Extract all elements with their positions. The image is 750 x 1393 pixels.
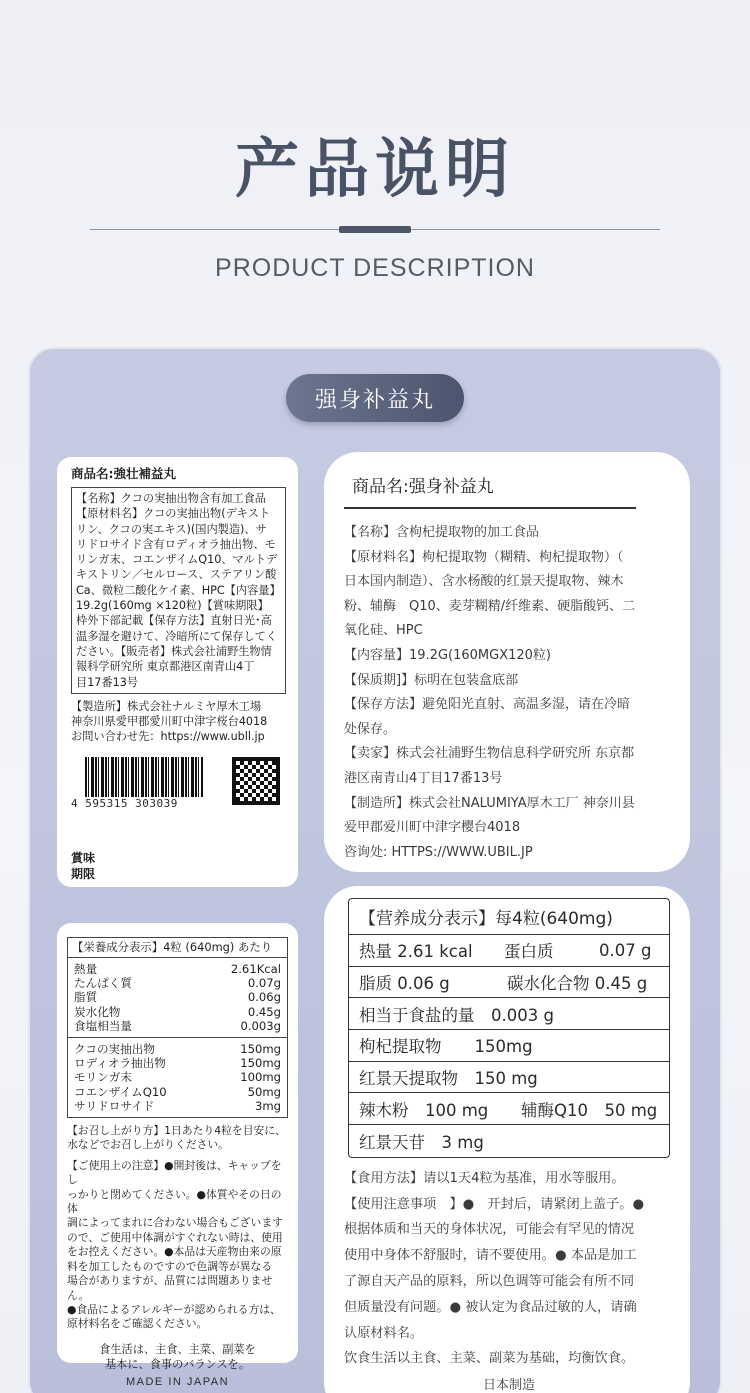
nutrient-name: 炭水化物	[74, 1004, 121, 1019]
nutrient-name: 脂質	[74, 990, 98, 1005]
cn-info-line: 【保存方法】避免阳光直射、高温多湿，请在冷暗	[344, 697, 631, 713]
cn-info-line: 港区南青山4丁目17番13号	[344, 770, 503, 786]
nutrient-value: 150mg	[240, 1056, 281, 1071]
jp-label-card	[57, 457, 298, 887]
jp-nutrition-row	[74, 1056, 281, 1070]
nutrient-value: 0.45g	[247, 1004, 281, 1019]
jp-caution-line: ●食品によるアレルギーが認められる方は、	[67, 1302, 281, 1316]
cn-usage-line: 饮食生活以主食、主菜、副菜为基础，均衡饮食。	[344, 1351, 635, 1367]
nutrient-name: 熱量	[74, 962, 98, 976]
nutrient-cell: 红景天苷 3 mg	[359, 1132, 484, 1152]
cn-usage-line: 但质量没有问题。● 被认定为食品过敏的人，请确	[344, 1299, 637, 1315]
jp-nutrition-row	[74, 1085, 281, 1099]
nutrient-cell: 脂质 0.06 g	[359, 974, 450, 994]
jp-label-line: リン、クコの実エキス)(国内製造)、サ	[76, 522, 267, 536]
jp-label-line: ださい。【販売者】株式会社浦野生物情	[76, 644, 272, 658]
cn-info-line: 【卖家】株式会社浦野生物信息科学研究所 东京都	[344, 746, 635, 762]
jp-nutrition-row	[74, 976, 281, 990]
cn-info-line: 咨询处: HTTPS://WWW.UBIL.JP	[344, 844, 533, 860]
cn-info-text	[344, 521, 690, 865]
jp-nutrition-group-basic	[68, 958, 287, 1038]
jp-caution-line: 【ご使用上の注意】●開封後は、キャップをし	[67, 1158, 282, 1187]
nutrient-cell: 红景天提取物 150 mg	[359, 1069, 538, 1089]
cn-nutrition-row	[349, 1030, 669, 1062]
jp-nutrition-card	[57, 923, 298, 1388]
jp-label-line: 【名称】クコの実抽出物含有加工食品	[76, 492, 266, 505]
jp-nutrition-header: 【栄養成分表示】4粒 (640mg) あたり	[68, 938, 287, 958]
barcode	[71, 757, 203, 810]
jp-nutrition-row	[74, 990, 281, 1004]
cn-info-line: 【原材料名】枸杞提取物（糊精、枸杞提取物）（	[344, 549, 624, 565]
nutrient-value: 50mg	[247, 1084, 281, 1099]
cn-nutrition-row	[349, 1062, 669, 1094]
jp-nutrition-row	[74, 1019, 281, 1033]
jp-nutrition-row	[74, 1005, 281, 1019]
best-before-line: 期限	[71, 866, 96, 881]
cn-nutrition-row	[349, 1093, 669, 1125]
cn-usage-line: 根据体质和当天的身体状况，可能会有罕见的情况	[344, 1222, 635, 1238]
jp-nutrition-row	[74, 1042, 281, 1056]
cn-info-line: 【名称】含枸杞提取物的加工食品	[344, 525, 540, 540]
nutrient-value: 0.07g	[247, 976, 281, 991]
jp-nutrition-row	[74, 1070, 281, 1084]
jp-product-name: 商品名:強壮補益丸	[71, 466, 176, 481]
cn-nutrition-row	[349, 967, 669, 999]
jp-maker-line: 【製造所】株式会社ナルミヤ厚木工場	[71, 699, 262, 713]
jp-label-line: リンガ末、コエンザイムQ10、マルトデ	[76, 553, 278, 567]
cn-usage-line: 【食用方法】请以1天4粒为基准，用水等服用。	[344, 1170, 625, 1186]
jp-nutrition-row	[74, 962, 281, 976]
nutrient-name: サリドロサイド	[74, 1098, 155, 1113]
cn-usage-text	[344, 1166, 690, 1372]
cn-nutrition-card	[324, 886, 690, 1393]
jp-caution-line: ので、ご使用中体調がすぐれない時は、使用	[67, 1230, 283, 1244]
cn-nutrition-row	[349, 998, 669, 1030]
cn-info-line: 粉、辅酶 Q10、麦芽糊精/纤维素、硬脂酸钙、二	[344, 598, 636, 614]
best-before-line: 賞味	[71, 850, 96, 865]
jp-caution-line: 原材料名をご確認ください。	[67, 1317, 208, 1331]
nutrient-value: 0.06g	[247, 990, 281, 1005]
page-title: 产品说明	[235, 133, 515, 207]
cn-usage-line: 使用中身体不舒服时，请不要使用。● 本品是加工	[344, 1248, 637, 1264]
jp-made-in: MADE IN JAPAN	[125, 1375, 230, 1388]
jp-label-line: 19.2g(160mg ×120粒)【賞味期限】	[76, 599, 269, 613]
jp-maker-line: 神奈川県愛甲郡愛川町中津字桜台4018	[71, 715, 268, 729]
nutrient-value: 150mg	[240, 1042, 281, 1057]
jp-caution-line: をお控えください。●本品は天産物由来の原	[67, 1245, 282, 1259]
nutrient-value: 2.61Kcal	[230, 962, 281, 976]
nutrient-name: ロディオラ抽出物	[74, 1056, 166, 1071]
cn-made-in: 日本制造	[482, 1378, 535, 1393]
jp-caution-line: 場合がありますが、品質には問題ありません。	[67, 1274, 273, 1302]
jp-maker-line: お問い合わせ先：https://www.ubll.jp	[71, 730, 265, 744]
jp-usage-line: 水などでお召し上がりください。	[67, 1138, 229, 1152]
nutrient-name: モリンガ末	[74, 1070, 132, 1085]
jp-nutrition-row	[74, 1099, 281, 1113]
jp-maker-info	[71, 699, 286, 745]
qr-code-icon	[232, 757, 280, 805]
nutrient-cell: 碳水化合物 0.45 g	[507, 974, 648, 994]
jp-label-line: キストリン／セルロース、ステアリン酸	[76, 568, 277, 582]
jp-label-line: リドロサイド含有ロディオラ抽出物、モ	[76, 537, 276, 551]
nutrient-value: 100mg	[240, 1070, 281, 1085]
jp-caution-line: 調によってまれに合わない場合もございます	[67, 1216, 283, 1230]
nutrient-cell: 热量 2.61 kcal	[359, 942, 473, 962]
cn-title-divider	[344, 507, 636, 509]
cn-nutrition-header: 【营养成分表示】每4粒(640mg)	[349, 899, 669, 935]
jp-label-line: Ca、微粒二酸化ケイ素、HPC【内容量】	[76, 583, 281, 597]
cn-info-line: 【制造所】株式会社NALUMIYA厚木工厂 神奈川县	[344, 795, 635, 811]
cn-info-line: 【内容量】19.2G(160MGX120粒)	[344, 647, 551, 663]
jp-usage-line: 【お召し上がり方】1日あたり4粒を目安に、	[67, 1124, 286, 1138]
nutrient-name: 食塩相当量	[74, 1018, 132, 1033]
header-accent-bar	[339, 226, 411, 233]
jp-nutrition-table	[67, 937, 288, 1118]
nutrient-cell: 0.07 g	[599, 940, 652, 960]
cn-nutrition-table	[348, 898, 670, 1158]
jp-diet-line: 食生活は、主食、主菜、副菜を	[99, 1342, 256, 1356]
nutrient-name: コエンザイムQ10	[74, 1084, 167, 1099]
jp-label-box	[71, 487, 286, 694]
cn-usage-line: 了源自天产品的原料，所以色调等可能会有所不同	[344, 1274, 635, 1289]
jp-label-line: 【原材料名】クコの実抽出物(デキスト	[76, 507, 271, 521]
nutrient-cell: 枸杞提取物 150mg	[359, 1037, 533, 1057]
jp-diet-line: 基本に、食事のバランスを。	[104, 1357, 251, 1371]
cn-info-line: 氧化硅、HPC	[344, 623, 423, 639]
product-name-pill: 强身补益丸	[286, 374, 464, 422]
nutrient-name: クコの実抽出物	[74, 1042, 155, 1057]
jp-diet-note	[67, 1342, 288, 1372]
nutrient-name: たんぱく質	[74, 976, 132, 991]
cn-nutrition-row	[349, 1125, 669, 1157]
page-subtitle: PRODUCT DESCRIPTION	[215, 254, 535, 282]
nutrient-cell: 蛋白质	[504, 942, 554, 962]
nutrient-cell: 辣木粉 100 mg	[359, 1100, 489, 1120]
jp-label-line: 温多湿を避けて、冷暗所にて保存してく	[76, 629, 278, 643]
jp-usage	[67, 1124, 288, 1153]
nutrient-value: 0.003g	[240, 1018, 281, 1033]
cn-info-card	[324, 452, 690, 872]
barcode-number: 4 595315 303039	[71, 796, 178, 810]
cn-info-line: 日本国内制造）、含水杨酸的红景天提取物、辣木	[344, 574, 624, 590]
cn-usage-line: 认原材料名。	[344, 1325, 424, 1341]
jp-label-line: 目17番13号	[76, 675, 139, 689]
nutrient-cell: 相当于食盐的量 0.003 g	[359, 1005, 554, 1025]
best-before-label	[71, 850, 286, 882]
cn-nutrition-row	[349, 935, 669, 967]
jp-caution	[67, 1159, 288, 1332]
jp-label-line: 報科学研究所 東京都港区南青山4丁	[76, 660, 255, 674]
jp-nutrition-group-ingredients	[68, 1038, 287, 1117]
cn-info-line: 爱甲郡爱川町中津字樱台4018	[344, 820, 521, 836]
cn-info-line: 【保质期]】标明在包装盒底部	[344, 672, 519, 688]
nutrient-cell: 辅酶Q10 50 mg	[521, 1100, 658, 1120]
jp-caution-line: 料を加工したものですので色調等が異なる	[67, 1259, 273, 1273]
jp-caution-line: っかりと閉めてください。●体質やその日の体	[67, 1187, 282, 1216]
cn-usage-line: 【使用注意事项 】● 开封后，请紧闭上盖子。●	[344, 1196, 644, 1212]
nutrient-value: 3mg	[254, 1098, 281, 1113]
cn-info-line: 处保存。	[344, 721, 397, 737]
jp-label-line: 枠外下部記載【保存方法】直射日光･高	[76, 614, 272, 628]
cn-product-name: 商品名:强身补益丸	[352, 477, 494, 497]
